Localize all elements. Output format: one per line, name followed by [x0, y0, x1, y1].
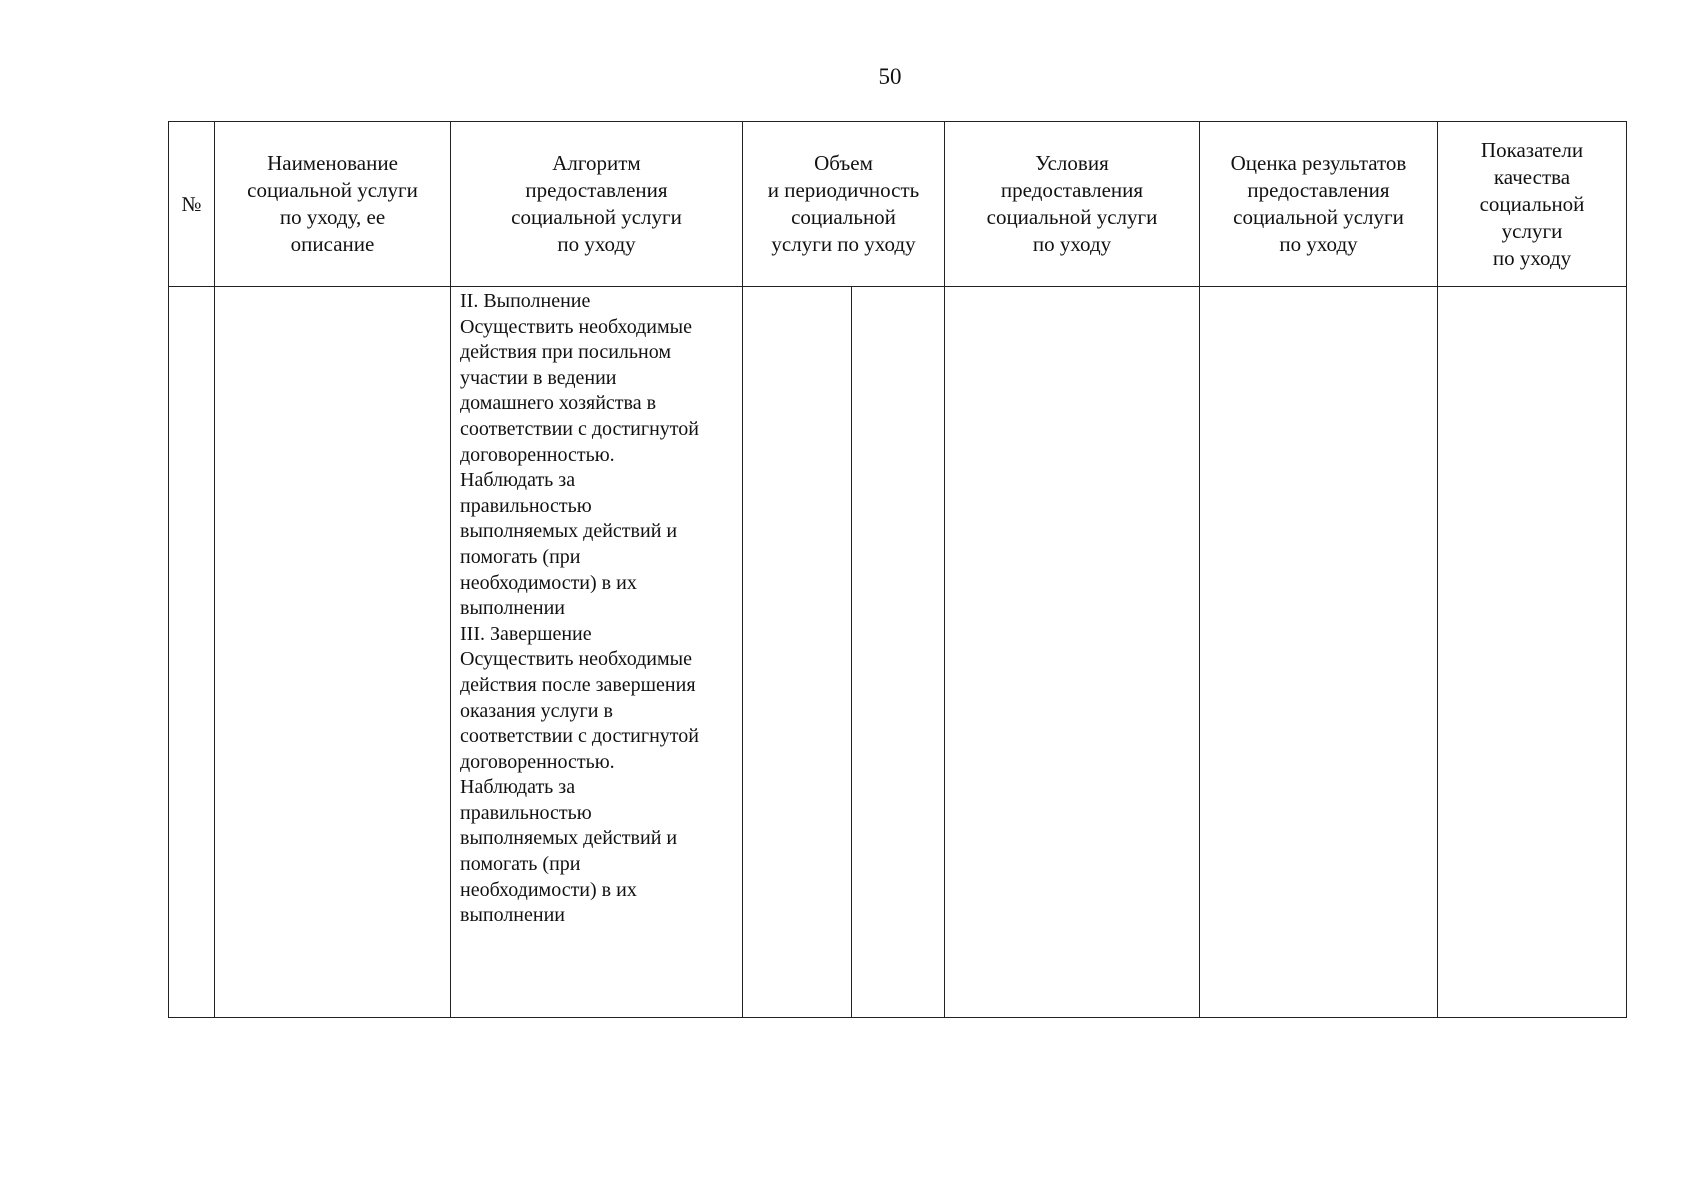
text-line: услуги по уходу [771, 232, 916, 256]
text-line: Показатели [1480, 137, 1584, 162]
text-line: необходимости) в их [460, 878, 637, 901]
text-line: необходимости) в их [460, 571, 637, 594]
cell-service-name [215, 287, 451, 1018]
cell-quality [1438, 287, 1627, 1018]
text-line: и периодичность [767, 178, 920, 202]
text-line: домашнего хозяйства в [460, 392, 657, 415]
text-line: соответствии с достигнутой [460, 417, 699, 440]
text-line: Осуществить необходимые [460, 315, 692, 338]
text-line: по уходу, ее [279, 205, 386, 229]
text-line: по уходу [1279, 232, 1358, 256]
text-line: описание [290, 232, 375, 256]
text-line: по уходу [557, 232, 636, 256]
header-volume-periodicity [743, 122, 945, 287]
text-line: оказания услуги в [460, 699, 613, 722]
text-line: социальной услуги [511, 205, 682, 229]
text-line: Наблюдать за [460, 776, 576, 799]
page-number: 50 [878, 64, 902, 89]
table-row [169, 287, 1627, 1018]
header-conditions [945, 122, 1200, 287]
text-line: Наименование [267, 151, 398, 175]
text-line: договоренностью. [460, 750, 615, 773]
text-line: предоставления [525, 178, 668, 202]
text-line: социальной [791, 205, 896, 229]
text-line: правильностью [460, 801, 592, 824]
text-line: выполняемых действий и [460, 520, 678, 543]
text-line: услуги [1501, 218, 1563, 243]
text-line: по уходу [1492, 245, 1572, 270]
text-line: III. Завершение [460, 622, 592, 645]
text-line: соответствии с достигнутой [460, 725, 699, 748]
text-line: Условия [1035, 151, 1109, 175]
text-line: предоставления [1000, 178, 1144, 202]
services-table [168, 121, 1627, 1018]
text-line: помогать (при [460, 853, 581, 876]
text-line: Наблюдать за [460, 469, 576, 492]
text-line: предоставления [1247, 178, 1390, 202]
cell-evaluation [1200, 287, 1438, 1018]
cell-number [169, 287, 215, 1018]
text-line: выполнении [460, 597, 565, 620]
text-line: выполняемых действий и [460, 827, 678, 850]
text-line: Осуществить необходимые [460, 648, 692, 671]
text-line: социальной [1479, 191, 1585, 216]
text-line: Алгоритм [552, 151, 641, 175]
algorithm-text [460, 289, 736, 929]
text-line: № [181, 191, 202, 216]
text-line: II. Выполнение [460, 290, 591, 312]
text-line: социальной услуги [1233, 205, 1404, 229]
text-line: качества [1493, 164, 1571, 189]
text-line: действия при посильном [460, 341, 671, 364]
text-line: социальной услуги [986, 205, 1158, 229]
header-algorithm [451, 122, 743, 287]
text-line: социальной услуги [247, 178, 418, 202]
text-line: участии в ведении [460, 366, 617, 389]
cell-volume [743, 287, 852, 1017]
text-line: Объем [814, 151, 873, 175]
header-service-name [215, 122, 451, 287]
text-line: действия после завершения [460, 673, 696, 696]
cell-volume-periodicity [743, 287, 945, 1018]
text-line: Оценка результатов [1230, 151, 1407, 175]
header-evaluation [1200, 122, 1438, 287]
text-line: правильностью [460, 494, 592, 517]
text-line: по уходу [1032, 232, 1112, 256]
header-number [169, 122, 215, 287]
text-line: помогать (при [460, 545, 581, 568]
cell-periodicity [852, 287, 944, 1017]
cell-algorithm [451, 287, 743, 1018]
header-quality-indicators [1438, 122, 1627, 287]
cell-conditions [945, 287, 1200, 1018]
text-line: выполнении [460, 904, 565, 927]
text-line: договоренностью. [460, 443, 615, 466]
table-header-row [169, 122, 1627, 287]
